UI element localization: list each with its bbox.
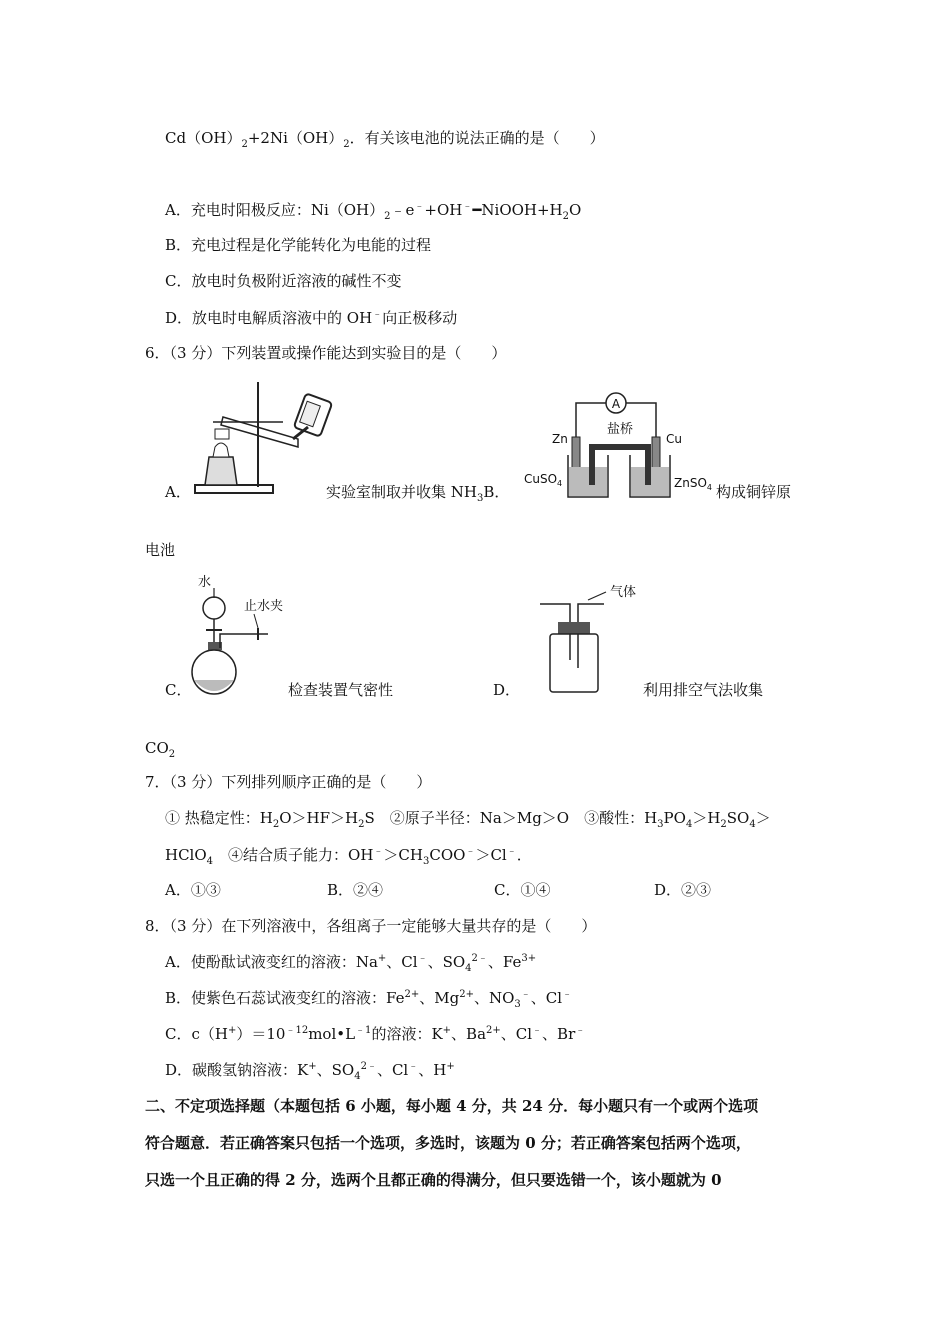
q6-stem: 6．（3 分）下列装置或操作能达到实验目的是（ ）: [145, 344, 507, 362]
q6-text-d: 利用排空气法收集: [643, 681, 764, 699]
q8-stem: 8．（3 分）在下列溶液中，各组离子一定能够大量共存的是（ ）: [145, 917, 597, 935]
q7-option-b: B．②④: [327, 881, 384, 899]
q7-stem: 7．（3 分）下列排列顺序正确的是（ ）: [145, 773, 432, 791]
figure-zn-cu-cell: [520, 385, 720, 503]
clamp-label: 止水夹: [244, 599, 284, 614]
gas-label: 气体: [610, 585, 637, 600]
q5-option-a: A．充电时阳极反应：$Ni(OH)_2﹣e^﹣+OH^﹣━NiOOH+H_2O$: [165, 201, 582, 222]
cuso4-label: CuSO$_4$: [524, 472, 563, 488]
q8-option-a: A．使酚酞试液变红的溶液：Na+、Cl﹣、$SO_4^{2﹣}$、$Fe^{3+}$: [165, 953, 537, 974]
q6-label-d: D．: [493, 681, 521, 699]
q7-line1: ① 热稳定性：$H_2O>HF>H_2S$ ②原子半径：Na＞Mg＞O ③酸性：$H_3PO_4>H_2SO_4>$: [165, 809, 771, 830]
section2-line2: 符合题意．若正确答案只包括一个选项，多选时，该题为 0 分；若正确答案包括两个选项，: [145, 1134, 751, 1152]
q6-text-b: 构成铜锌原: [716, 483, 792, 501]
q8-option-b: B．使紫色石蕊试液变红的溶液：$Fe^{2+}$、$Mg^{2+}$、$NO_3^﹣$、Cl﹣: [165, 989, 573, 1010]
q8-option-d: D．碳酸氢钠溶液：K+、$SO_4^{2﹣}$、Cl﹣、H+: [165, 1061, 455, 1082]
znso4-label: ZnSO$_4$: [674, 476, 712, 492]
q5-option-b: B．充电过程是化学能转化为电能的过程: [165, 236, 432, 254]
q7-option-d: D．②③: [654, 881, 712, 899]
q6-text-c: 检查装置气密性: [288, 681, 394, 699]
ammeter-label: A: [611, 397, 621, 411]
section2-line3: 只选一个且正确的得 2 分，选两个且都正确的得满分，但只要选错一个，该小题就为 0: [145, 1171, 722, 1189]
q6-text-d-cont: $CO_2$: [145, 739, 176, 760]
q5-stem: $Cd(OH)_2+2Ni(OH)_2$．有关该电池的说法正确的是（ ）: [165, 129, 605, 150]
figure-nh3-apparatus: [193, 377, 333, 495]
figure-airtightness: [190, 568, 300, 696]
q7-option-c: C．①④: [494, 881, 551, 899]
q7-line2: HClO$_4$ ④结合质子能力：$OH^﹣>CH_3COO^﹣>Cl^﹣$．: [165, 846, 532, 867]
q6-label-c: C．: [165, 681, 192, 699]
zn-electrode-label: Zn: [552, 432, 568, 446]
q8-option-c: C．$c(H^+)=10^{﹣12}mol•L^{﹣1}$的溶液：K+、$Ba^{2+}$、Cl﹣、Br﹣: [165, 1025, 586, 1043]
q7-option-a: A．①③: [165, 881, 221, 899]
q6-text-a: 实验室制取并收集 $NH_3B$．: [326, 483, 510, 504]
q6-label-a: A．: [165, 483, 191, 501]
figure-gas-bottle: [540, 578, 650, 696]
q5-option-c: C．放电时负极附近溶液的碱性不变: [165, 272, 402, 290]
section2-line1: 二、不定项选择题（本题包括 6 小题，每小题 4 分，共 24 分．每小题只有一个或两个选项: [145, 1097, 759, 1115]
q6-text-b-cont: 电池: [145, 541, 176, 559]
q5-option-d: D．放电时电解质溶液中的 OH﹣向正极移动: [165, 309, 458, 327]
water-label: 水: [198, 575, 212, 590]
salt-bridge-label: 盐桥: [606, 422, 634, 437]
cu-electrode-label: Cu: [666, 432, 682, 446]
